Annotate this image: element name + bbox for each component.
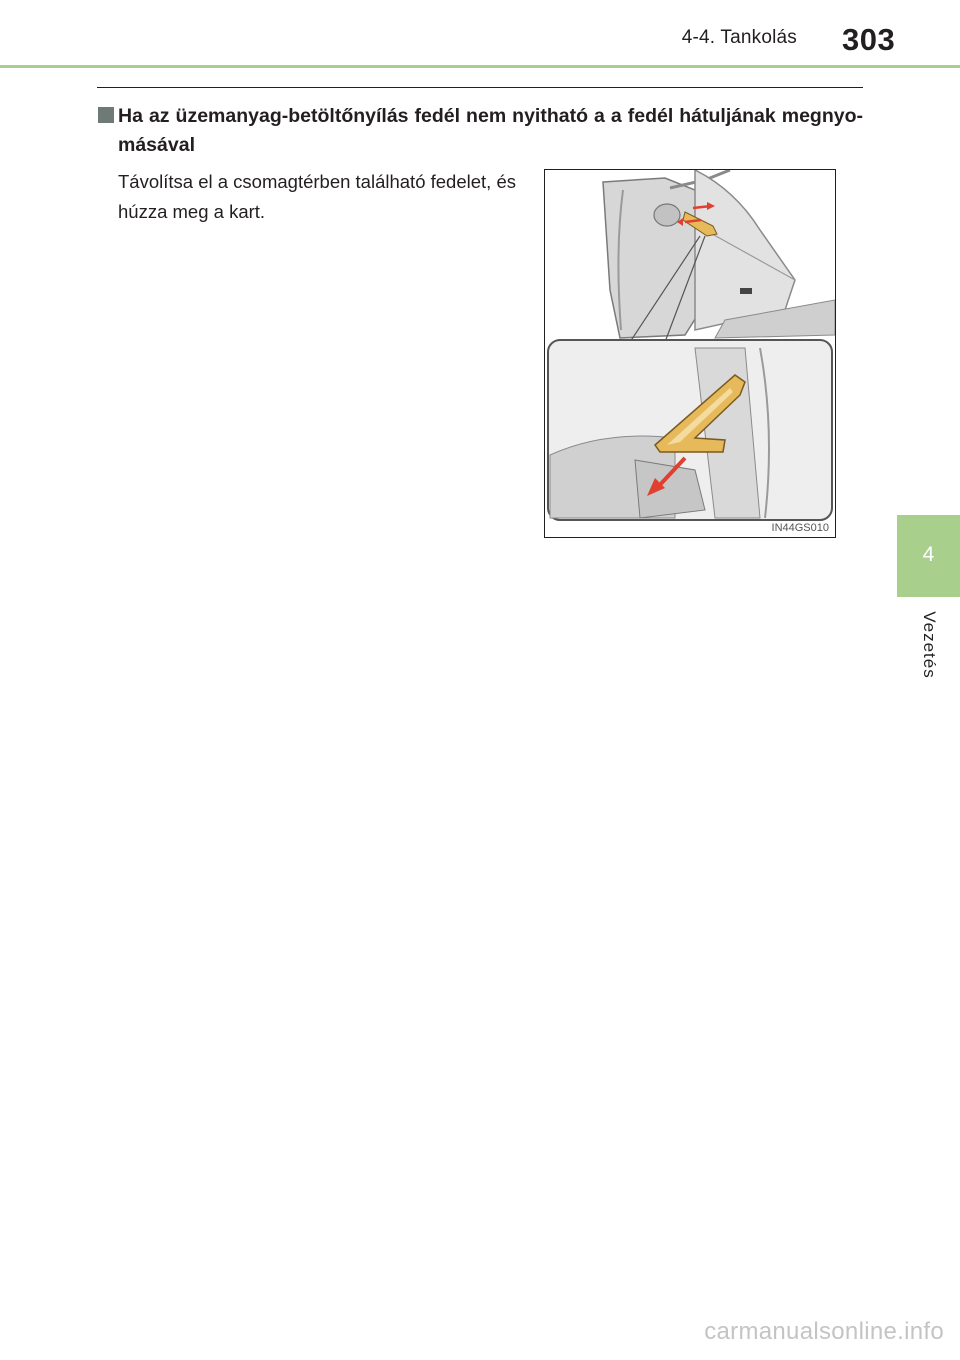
section-title: 4-4. Tankolás <box>681 27 797 48</box>
chapter-number: 4 <box>922 543 935 566</box>
chapter-title: Vezetés <box>920 611 939 679</box>
instruction-text: Távolítsa el a csomagtérben található fedelet, és húzza meg a kart. <box>118 171 516 222</box>
trunk-illustration <box>545 170 835 537</box>
site-watermark: carmanualsonline.info <box>704 1318 944 1345</box>
chapter-tab[interactable] <box>897 515 960 597</box>
page-number: 303 <box>842 22 896 57</box>
figure-code: IN44GS010 <box>771 522 829 534</box>
square-bullet-icon <box>98 107 114 123</box>
section-divider <box>97 87 863 88</box>
trunk-lever-figure <box>544 169 836 538</box>
header-divider <box>0 65 960 68</box>
section-heading: Ha az üzemanyag-betöltőnyílás fedél nem nyitható a a fedél hátuljának megnyo-másával <box>118 105 863 156</box>
